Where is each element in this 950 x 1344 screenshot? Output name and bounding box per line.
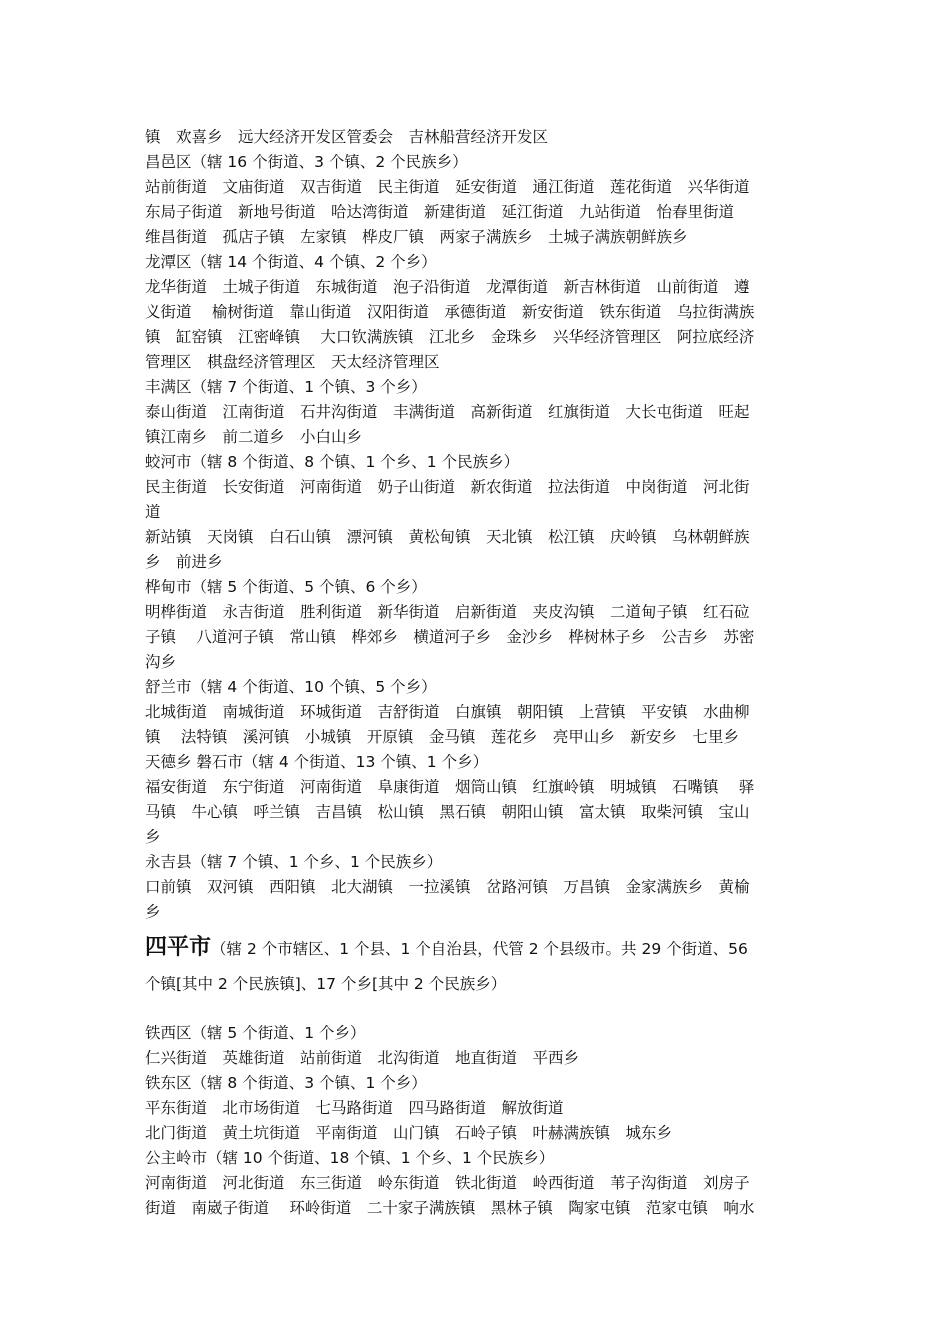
text-line: 乡: [145, 828, 161, 846]
text-line: 天德乡 磐石市（辖 4 个街道、13 个镇、1 个乡）: [145, 753, 489, 771]
text-line: 马镇 牛心镇 呼兰镇 吉昌镇 松山镇 黑石镇 朝阳山镇 富太镇 取柴河镇 宝山: [145, 803, 750, 821]
district-heading: 舒兰市（辖 4 个街道、10 个镇、5 个乡）: [145, 678, 437, 696]
city-name: 四平市: [145, 934, 212, 960]
text-line: 龙华街道 土城子街道 东城街道 泡子沿街道 龙潭街道 新吉林街道 山前街道 遵: [145, 278, 750, 296]
district-heading: 昌邑区（辖 16 个街道、3 个镇、2 个民族乡）: [145, 153, 468, 171]
text-line: 维昌街道 孤店子镇 左家镇 桦皮厂镇 两家子满族乡 土城子满族朝鲜族乡: [145, 228, 688, 246]
text-line: 镇江南乡 前二道乡 小白山乡: [145, 428, 363, 446]
text-line: 个镇[其中 2 个民族镇]、17 个乡[其中 2 个民族乡）: [145, 975, 507, 993]
text-line: 北门街道 黄土坑街道 平南街道 山门镇 石岭子镇 叶赫满族镇 城东乡: [145, 1124, 673, 1142]
text-line: 东局子街道 新地号街道 哈达湾街道 新建街道 延江街道 九站街道 怡春里街道: [145, 203, 735, 221]
text-line: 站前街道 文庙街道 双吉街道 民主街道 延安街道 通江街道 莲花街道 兴华街道: [145, 178, 750, 196]
text-line: 北城街道 南城街道 环城街道 吉舒街道 白旗镇 朝阳镇 上营镇 平安镇 水曲柳: [145, 703, 750, 721]
text-line: 义街道 榆树街道 靠山街道 汉阳街道 承德街道 新安街道 铁东街道 乌拉街满族: [145, 303, 755, 321]
text-line: 平东街道 北市场街道 七马路街道 四马路街道 解放街道: [145, 1099, 564, 1117]
text-line: 民主街道 长安街道 河南街道 奶子山街道 新农街道 拉法街道 中岗街道 河北街: [145, 478, 750, 496]
city-heading: [145, 930, 748, 961]
text-line: 福安街道 东宁街道 河南街道 阜康街道 烟筒山镇 红旗岭镇 明城镇 石嘴镇 驿: [145, 778, 755, 796]
text-line: 泰山街道 江南街道 石井沟街道 丰满街道 高新街道 红旗街道 大长屯街道 旺起: [145, 403, 750, 421]
text-line: 子镇 八道河子镇 常山镇 桦郊乡 横道河子乡 金沙乡 桦树林子乡 公吉乡 苏密: [145, 628, 755, 646]
district-heading: 龙潭区（辖 14 个街道、4 个镇、2 个乡）: [145, 253, 437, 271]
text-line: 道: [145, 503, 161, 521]
district-heading: 丰满区（辖 7 个街道、1 个镇、3 个乡）: [145, 378, 427, 396]
text-line: 管理区 棋盘经济管理区 天太经济管理区: [145, 353, 440, 371]
district-heading: 蛟河市（辖 8 个街道、8 个镇、1 个乡、1 个民族乡）: [145, 453, 520, 471]
text-line: 口前镇 双河镇 西阳镇 北大湖镇 一拉溪镇 岔路河镇 万昌镇 金家满族乡 黄榆: [145, 878, 750, 896]
text-line: 新站镇 天岗镇 白石山镇 漂河镇 黄松甸镇 天北镇 松江镇 庆岭镇 乌林朝鲜族: [145, 528, 750, 546]
text-line: 乡: [145, 903, 161, 921]
district-heading: 铁西区（辖 5 个街道、1 个乡）: [145, 1024, 366, 1042]
text-line: 镇 缸窑镇 江密峰镇 大口钦满族镇 江北乡 金珠乡 兴华经济管理区 阿拉底经济: [145, 328, 755, 346]
text-line: 河南街道 河北街道 东三街道 岭东街道 铁北街道 岭西街道 苇子沟街道 刘房子: [145, 1174, 750, 1192]
district-heading: 铁东区（辖 8 个街道、3 个镇、1 个乡）: [145, 1074, 427, 1092]
text-line: 沟乡: [145, 653, 177, 671]
text-line: 街道 南崴子街道 环岭街道 二十家子满族镇 黑林子镇 陶家屯镇 范家屯镇 响水: [145, 1199, 755, 1217]
district-heading: 永吉县（辖 7 个镇、1 个乡、1 个民族乡）: [145, 853, 443, 871]
text-line: 镇 欢喜乡 远大经济开发区管委会 吉林船营经济开发区: [145, 128, 549, 146]
city-summary: （辖 2 个市辖区、1 个县、1 个自治县，代管 2 个县级市。共 29 个街道、56: [211, 940, 748, 958]
text-line: 明桦街道 永吉街道 胜利街道 新华街道 启新街道 夹皮沟镇 二道甸子镇 红石砬: [145, 603, 750, 621]
text-line: 镇 法特镇 溪河镇 小城镇 开原镇 金马镇 莲花乡 亮甲山乡 新安乡 七里乡: [145, 728, 739, 746]
text-line: 仁兴街道 英雄街道 站前街道 北沟街道 地直街道 平西乡: [145, 1049, 580, 1067]
district-heading: 桦甸市（辖 5 个街道、5 个镇、6 个乡）: [145, 578, 427, 596]
text-line: 乡 前进乡: [145, 553, 223, 571]
district-heading: 公主岭市（辖 10 个街道、18 个镇、1 个乡、1 个民族乡）: [145, 1149, 555, 1167]
